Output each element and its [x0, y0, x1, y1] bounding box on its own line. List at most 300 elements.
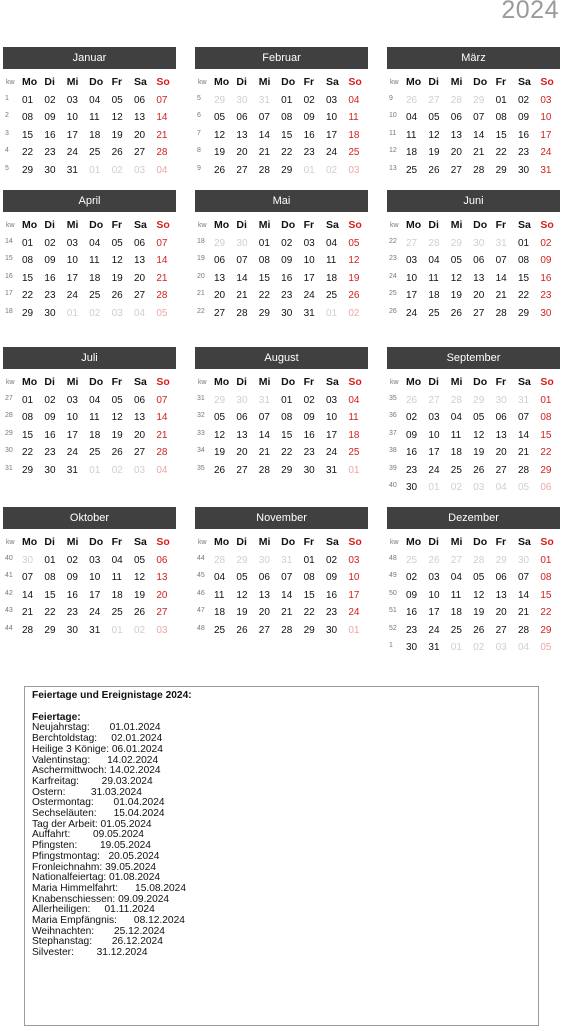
day-cell: 12 — [214, 429, 226, 441]
day-cell: 18 — [428, 290, 440, 301]
day-cell: 19 — [214, 447, 226, 458]
day-cell: 02 — [325, 554, 338, 566]
day-cell: 20 — [156, 589, 168, 601]
week-number: 31 — [5, 464, 13, 472]
day-cell: 20 — [495, 607, 507, 618]
day-cell: 16 — [517, 129, 530, 141]
weekday-header: Do — [89, 219, 104, 231]
day-cell: 13 — [133, 412, 146, 423]
day-cell: 03 — [303, 237, 315, 249]
weekday-header: Mo — [214, 536, 230, 548]
day-cell: 08 — [281, 112, 293, 123]
holiday-spacer — [79, 776, 102, 787]
weekday-header: Mo — [406, 376, 422, 388]
weekday-header: Do — [473, 376, 488, 388]
day-cell: 22 — [44, 607, 56, 618]
holiday-spacer — [77, 840, 100, 851]
weekday-header: Mo — [22, 219, 38, 231]
week-number: 21 — [197, 290, 205, 297]
day-cell: 11 — [89, 112, 100, 123]
week-number: 14 — [5, 237, 13, 245]
day-cell: 12 — [111, 255, 123, 266]
day-cell: 12 — [450, 272, 462, 284]
day-cell: 17 — [325, 129, 338, 141]
day-cell: 10 — [325, 412, 338, 423]
weekday-header: Di — [44, 76, 55, 88]
weekday-header: Do — [281, 219, 296, 231]
day-cell: 08 — [540, 572, 552, 583]
week-number: 18 — [5, 307, 13, 315]
day-cell: 18 — [89, 429, 101, 441]
day-cell: 25 — [325, 290, 338, 301]
week-number: 31 — [197, 394, 205, 402]
day-cell: 05 — [473, 412, 485, 423]
weekday-header: Di — [236, 219, 247, 231]
day-cell: 25 — [111, 607, 123, 618]
day-cell: 20 — [450, 147, 462, 158]
week-number: 30 — [5, 447, 13, 454]
day-cell: 19 — [133, 589, 146, 601]
week-number: 18 — [197, 237, 205, 245]
weekday-header: Mi — [66, 376, 79, 388]
weekday-header: Mi — [66, 536, 79, 548]
day-cell: 16 — [44, 429, 56, 441]
weekday-header: So — [348, 376, 362, 388]
day-cell: 14 — [281, 589, 293, 601]
day-cell: 27 — [450, 554, 462, 566]
day-cell: 17 — [89, 589, 101, 601]
week-number-header: kw — [198, 539, 207, 546]
day-cell: 19 — [450, 290, 462, 301]
day-cell: 24 — [325, 447, 338, 458]
day-cell: 14 — [495, 272, 507, 284]
day-cell: 05 — [428, 112, 440, 123]
weekday-header: Mi — [258, 219, 271, 231]
day-cell: 18 — [111, 589, 123, 601]
week-number-header: kw — [198, 379, 207, 386]
day-cell: 30 — [236, 94, 248, 106]
day-cell: 02 — [303, 394, 315, 406]
day-cell: 05 — [517, 482, 530, 493]
day-cell: 31 — [495, 237, 507, 249]
day-cell: 04 — [428, 255, 440, 266]
day-cell: 14 — [236, 272, 248, 284]
day-cell: 20 — [133, 429, 146, 441]
day-cell: 12 — [428, 129, 440, 141]
day-cell: 29 — [303, 624, 315, 636]
day-cell: 16 — [281, 272, 293, 284]
day-cell: 09 — [325, 572, 338, 583]
day-cell: 14 — [22, 589, 34, 601]
day-cell: 02 — [66, 554, 78, 566]
day-cell: 04 — [133, 307, 146, 319]
holiday-date: 31.03.2024 — [90, 786, 142, 798]
day-cell: 18 — [89, 129, 101, 141]
month-name: April — [3, 190, 176, 212]
day-cell: 31 — [89, 624, 101, 636]
day-cell: 11 — [325, 255, 337, 266]
holiday-spacer — [90, 755, 107, 766]
week-number: 5 — [197, 94, 201, 102]
holiday-spacer — [97, 808, 114, 819]
week-number: 6 — [197, 112, 201, 119]
day-cell: 14 — [156, 255, 168, 266]
day-cell: 04 — [450, 572, 462, 583]
weekday-header: Mo — [406, 219, 422, 231]
day-cell: 31 — [517, 394, 530, 406]
day-cell: 02 — [111, 464, 123, 476]
day-cell: 05 — [111, 237, 123, 249]
week-number: 52 — [389, 624, 397, 632]
day-cell: 18 — [214, 607, 226, 618]
weekday-header: Mo — [214, 376, 230, 388]
weekday-header: So — [540, 219, 554, 231]
day-cell: 18 — [348, 429, 360, 441]
day-cell: 27 — [450, 164, 462, 176]
holidays-title: Feiertage und Ereignistage 2024: — [32, 690, 192, 701]
day-cell: 13 — [495, 589, 507, 601]
day-cell: 19 — [428, 147, 440, 158]
day-cell: 31 — [258, 394, 270, 406]
week-number: 11 — [389, 129, 397, 137]
day-cell: 29 — [495, 164, 507, 176]
day-cell: 31 — [66, 464, 78, 476]
day-cell: 28 — [156, 447, 168, 458]
week-number: 47 — [197, 607, 205, 614]
day-cell: 27 — [156, 607, 168, 618]
day-cell: 25 — [406, 164, 418, 176]
weekday-header: Mo — [406, 76, 422, 88]
month-days-grid — [387, 217, 560, 322]
day-cell: 10 — [540, 112, 552, 123]
day-cell: 02 — [406, 412, 418, 423]
day-cell: 19 — [111, 129, 123, 141]
weekday-header: Mi — [66, 76, 79, 88]
day-cell: 22 — [540, 447, 552, 458]
week-number: 40 — [389, 482, 397, 489]
day-cell: 06 — [495, 412, 507, 423]
day-cell: 18 — [325, 272, 338, 284]
day-cell: 16 — [44, 129, 56, 141]
day-cell: 05 — [111, 94, 123, 106]
day-cell: 30 — [236, 394, 248, 406]
week-number: 41 — [5, 572, 13, 579]
weekday-header: Di — [44, 536, 55, 548]
day-cell: 22 — [517, 290, 530, 301]
week-number: 7 — [197, 129, 201, 137]
holiday-name: Nationalfeiertag: — [32, 872, 107, 884]
day-cell: 20 — [214, 290, 226, 301]
day-cell: 01 — [22, 94, 34, 106]
day-cell: 15 — [303, 589, 315, 601]
week-number: 20 — [197, 272, 205, 280]
weekday-header: So — [540, 76, 554, 88]
week-number: 24 — [389, 272, 397, 280]
day-cell: 23 — [44, 147, 56, 158]
day-cell: 31 — [303, 307, 315, 319]
day-cell: 10 — [66, 412, 78, 423]
day-cell: 30 — [22, 554, 34, 566]
day-cell: 19 — [473, 607, 485, 618]
day-cell: 06 — [495, 572, 507, 583]
weekday-header: Di — [236, 376, 247, 388]
day-cell: 01 — [281, 94, 293, 106]
month-november — [195, 507, 368, 639]
day-cell: 16 — [66, 589, 78, 601]
week-number: 19 — [197, 255, 205, 262]
day-cell: 14 — [517, 589, 530, 601]
week-number: 35 — [197, 464, 205, 472]
day-cell: 25 — [450, 624, 462, 636]
day-cell: 23 — [303, 147, 315, 158]
day-cell: 15 — [22, 129, 34, 141]
week-number: 44 — [197, 554, 205, 562]
weekday-header: Mo — [22, 376, 38, 388]
day-cell: 05 — [111, 394, 123, 406]
month-days-grid — [3, 374, 176, 479]
month-name: Mai — [195, 190, 368, 212]
day-cell: 07 — [236, 255, 248, 266]
month-mai — [195, 190, 368, 322]
day-cell: 14 — [156, 112, 168, 123]
day-cell: 18 — [450, 607, 462, 618]
holiday-date: 15.04.2024 — [113, 808, 165, 820]
weekday-header: Do — [89, 76, 104, 88]
weekday-header: Do — [473, 76, 488, 88]
day-cell: 19 — [236, 607, 248, 618]
weekday-header: Do — [281, 376, 296, 388]
weekday-header: Fr — [111, 219, 123, 231]
day-cell: 21 — [517, 607, 530, 618]
week-number-header: kw — [390, 379, 399, 386]
day-cell: 20 — [473, 290, 485, 301]
day-cell: 25 — [214, 624, 226, 636]
holiday-date: 14.02.2024 — [109, 765, 161, 777]
month-name: Dezember — [387, 507, 560, 529]
day-cell: 29 — [540, 464, 552, 476]
weekday-header: Do — [473, 219, 488, 231]
day-cell: 21 — [495, 290, 507, 301]
day-cell: 26 — [473, 624, 485, 636]
month-name: August — [195, 347, 368, 369]
day-cell: 29 — [473, 394, 485, 406]
day-cell: 28 — [156, 290, 168, 301]
day-cell: 01 — [517, 237, 530, 249]
day-cell: 21 — [156, 429, 168, 441]
day-cell: 26 — [428, 554, 440, 566]
day-cell: 20 — [236, 147, 248, 158]
weekday-header: Mo — [22, 536, 38, 548]
day-cell: 28 — [517, 624, 530, 636]
holiday-name: Sechseläuten: — [32, 808, 97, 820]
day-cell: 03 — [428, 572, 440, 583]
day-cell: 27 — [236, 464, 248, 476]
weekday-header: Sa — [133, 536, 147, 548]
day-cell: 29 — [258, 307, 270, 319]
day-cell: 16 — [406, 607, 418, 618]
day-cell: 06 — [156, 554, 168, 566]
day-cell: 30 — [44, 307, 56, 319]
day-cell: 03 — [66, 394, 78, 406]
holiday-spacer — [74, 947, 97, 958]
day-cell: 20 — [133, 129, 146, 141]
day-cell: 29 — [236, 554, 248, 566]
week-number: 43 — [5, 607, 13, 614]
day-cell: 28 — [517, 464, 530, 476]
day-cell: 01 — [450, 642, 462, 653]
day-cell: 18 — [89, 272, 101, 284]
day-cell: 24 — [66, 447, 78, 458]
holiday-row — [32, 948, 531, 959]
day-cell: 21 — [473, 147, 485, 158]
month-days-grid — [3, 74, 176, 179]
day-cell: 28 — [495, 307, 507, 319]
holiday-name: Tag der Arbeit: — [32, 818, 98, 830]
day-cell: 21 — [517, 447, 530, 458]
holiday-name: Silvester: — [32, 947, 74, 959]
day-cell: 06 — [133, 394, 146, 406]
day-cell: 06 — [258, 572, 270, 583]
day-cell: 17 — [348, 589, 360, 601]
weekday-header: So — [348, 219, 362, 231]
weekday-header: Sa — [325, 376, 339, 388]
day-cell: 03 — [66, 94, 78, 106]
day-cell: 09 — [44, 412, 56, 423]
weekday-header: Mi — [450, 536, 463, 548]
day-cell: 08 — [22, 412, 34, 423]
day-cell: 04 — [111, 554, 123, 566]
day-cell: 26 — [214, 164, 226, 176]
day-cell: 09 — [406, 589, 418, 601]
week-number: 26 — [389, 307, 397, 315]
day-cell: 17 — [66, 272, 78, 284]
weekday-header: Mi — [450, 76, 463, 88]
day-cell: 04 — [495, 482, 507, 493]
day-cell: 02 — [303, 94, 315, 106]
day-cell: 11 — [348, 112, 359, 123]
day-cell: 30 — [517, 554, 530, 566]
day-cell: 15 — [281, 429, 293, 441]
day-cell: 26 — [406, 394, 418, 406]
month-april — [3, 190, 176, 322]
week-number: 37 — [389, 429, 397, 437]
day-cell: 25 — [428, 307, 440, 319]
day-cell: 31 — [428, 642, 440, 653]
day-cell: 29 — [214, 237, 226, 249]
week-number-header: kw — [198, 79, 207, 86]
weekday-header: Mi — [66, 219, 79, 231]
week-number: 33 — [197, 429, 205, 437]
weekday-header: Di — [428, 536, 439, 548]
day-cell: 27 — [428, 394, 440, 406]
day-cell: 11 — [89, 412, 100, 423]
day-cell: 29 — [214, 94, 226, 106]
weekday-header: So — [156, 219, 170, 231]
day-cell: 03 — [156, 624, 168, 636]
month-januar — [3, 47, 176, 179]
day-cell: 05 — [473, 572, 485, 583]
day-cell: 02 — [473, 642, 485, 653]
day-cell: 28 — [281, 624, 293, 636]
week-number: 23 — [389, 255, 397, 262]
day-cell: 16 — [325, 589, 338, 601]
day-cell: 15 — [281, 129, 293, 141]
holiday-date: 01.05.2024 — [100, 818, 152, 830]
week-number: 27 — [5, 394, 13, 402]
day-cell: 12 — [214, 129, 226, 141]
day-cell: 27 — [214, 307, 226, 319]
day-cell: 11 — [348, 412, 359, 423]
day-cell: 30 — [236, 237, 248, 249]
day-cell: 19 — [111, 272, 123, 284]
day-cell: 21 — [258, 147, 270, 158]
day-cell: 28 — [258, 164, 270, 176]
day-cell: 26 — [348, 290, 360, 301]
day-cell: 15 — [22, 272, 34, 284]
day-cell: 16 — [303, 429, 315, 441]
day-cell: 08 — [517, 255, 530, 266]
day-cell: 10 — [325, 112, 338, 123]
weekday-header: Mo — [22, 76, 38, 88]
day-cell: 23 — [406, 464, 418, 476]
month-juli — [3, 347, 176, 479]
day-cell: 11 — [450, 429, 462, 441]
day-cell: 22 — [281, 147, 293, 158]
day-cell: 10 — [348, 572, 360, 583]
day-cell: 18 — [348, 129, 360, 141]
day-cell: 07 — [156, 394, 168, 406]
holiday-date: 08.12.2024 — [133, 915, 185, 927]
day-cell: 02 — [89, 307, 101, 319]
weekday-header: Di — [236, 536, 247, 548]
week-number: 22 — [197, 307, 205, 315]
weekday-header: Di — [236, 76, 247, 88]
day-cell: 24 — [540, 147, 552, 158]
day-cell: 17 — [66, 129, 78, 141]
day-cell: 04 — [89, 237, 101, 249]
month-mrz — [387, 47, 560, 179]
weekday-header: Mi — [258, 536, 271, 548]
holiday-spacer — [90, 904, 104, 915]
week-number: 40 — [5, 554, 13, 562]
month-februar — [195, 47, 368, 179]
day-cell: 05 — [156, 307, 168, 319]
day-cell: 01 — [22, 237, 34, 249]
day-cell: 27 — [258, 624, 270, 636]
holiday-spacer — [90, 722, 110, 733]
day-cell: 29 — [22, 164, 34, 176]
day-cell: 30 — [281, 307, 293, 319]
day-cell: 02 — [450, 482, 462, 493]
day-cell: 02 — [44, 394, 56, 406]
weekday-header: Fr — [111, 376, 123, 388]
holiday-spacer — [70, 829, 93, 840]
day-cell: 29 — [22, 464, 34, 476]
day-cell: 09 — [303, 112, 315, 123]
day-cell: 26 — [236, 624, 248, 636]
day-cell: 07 — [281, 572, 293, 583]
day-cell: 26 — [428, 164, 440, 176]
day-cell: 01 — [89, 464, 101, 476]
day-cell: 01 — [281, 394, 293, 406]
day-cell: 05 — [214, 412, 226, 423]
day-cell: 19 — [111, 429, 123, 441]
day-cell: 30 — [495, 394, 507, 406]
day-cell: 25 — [89, 147, 101, 158]
day-cell: 22 — [540, 607, 552, 618]
holiday-name: Allerheiligen: — [32, 904, 91, 916]
day-cell: 05 — [133, 554, 146, 566]
